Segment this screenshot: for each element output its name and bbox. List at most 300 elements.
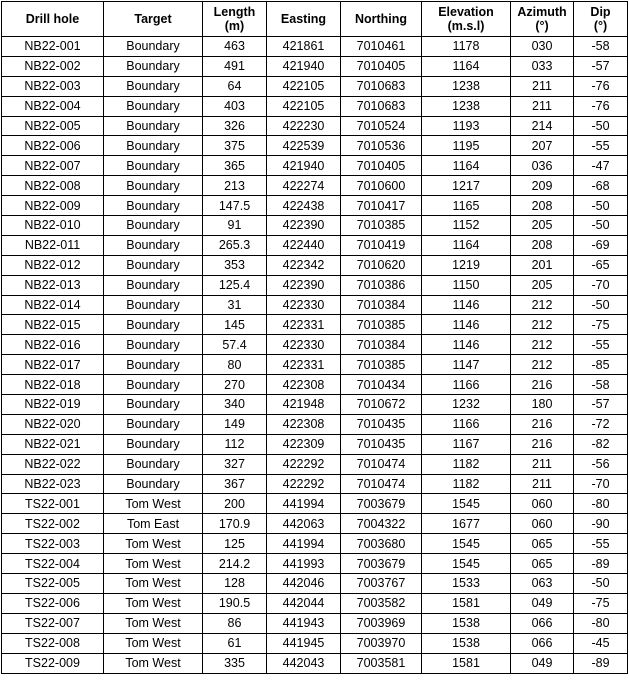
cell-dip: -57 xyxy=(574,56,628,76)
cell-northing: 7003767 xyxy=(341,574,422,594)
cell-length: 149 xyxy=(203,414,267,434)
cell-easting: 422230 xyxy=(267,116,341,136)
cell-elevation: 1166 xyxy=(422,414,511,434)
cell-target: Boundary xyxy=(104,136,203,156)
cell-azimuth: 066 xyxy=(511,633,574,653)
cell-northing: 7010405 xyxy=(341,56,422,76)
cell-elevation: 1166 xyxy=(422,375,511,395)
column-header-elevation xyxy=(422,2,511,37)
cell-target: Boundary xyxy=(104,335,203,355)
cell-target: Tom West xyxy=(104,574,203,594)
cell-dip: -50 xyxy=(574,295,628,315)
column-header-text: Northing xyxy=(354,12,408,26)
cell-drill-hole: TS22-003 xyxy=(2,534,104,554)
column-header-easting xyxy=(267,2,341,37)
column-header-text: Easting xyxy=(280,12,327,26)
column-header-text: (°) xyxy=(593,19,608,33)
cell-dip: -69 xyxy=(574,235,628,255)
table-row xyxy=(2,375,628,395)
cell-elevation: 1165 xyxy=(422,196,511,216)
cell-elevation: 1152 xyxy=(422,216,511,236)
cell-dip: -85 xyxy=(574,355,628,375)
column-header-text: Drill hole xyxy=(25,12,80,26)
cell-northing: 7010474 xyxy=(341,454,422,474)
cell-length: 491 xyxy=(203,56,267,76)
cell-elevation: 1147 xyxy=(422,355,511,375)
cell-length: 112 xyxy=(203,434,267,454)
cell-drill-hole: TS22-007 xyxy=(2,613,104,633)
cell-elevation: 1146 xyxy=(422,335,511,355)
cell-azimuth: 208 xyxy=(511,196,574,216)
cell-easting: 422438 xyxy=(267,196,341,216)
cell-azimuth: 212 xyxy=(511,355,574,375)
cell-northing: 7010620 xyxy=(341,255,422,275)
cell-azimuth: 208 xyxy=(511,235,574,255)
cell-northing: 7010461 xyxy=(341,37,422,57)
cell-easting: 422390 xyxy=(267,275,341,295)
cell-easting: 442044 xyxy=(267,593,341,613)
cell-drill-hole: NB22-018 xyxy=(2,375,104,395)
cell-length: 327 xyxy=(203,454,267,474)
cell-dip: -70 xyxy=(574,275,628,295)
cell-target: Boundary xyxy=(104,216,203,236)
cell-length: 31 xyxy=(203,295,267,315)
cell-drill-hole: NB22-008 xyxy=(2,176,104,196)
cell-azimuth: 060 xyxy=(511,494,574,514)
cell-length: 403 xyxy=(203,96,267,116)
cell-length: 213 xyxy=(203,176,267,196)
cell-length: 270 xyxy=(203,375,267,395)
column-header-text: (m.s.l) xyxy=(447,19,485,33)
table-row xyxy=(2,176,628,196)
cell-target: Tom West xyxy=(104,613,203,633)
cell-elevation: 1182 xyxy=(422,454,511,474)
table-row xyxy=(2,275,628,295)
cell-length: 80 xyxy=(203,355,267,375)
cell-easting: 422308 xyxy=(267,375,341,395)
cell-dip: -80 xyxy=(574,613,628,633)
cell-dip: -68 xyxy=(574,176,628,196)
cell-dip: -70 xyxy=(574,474,628,494)
cell-easting: 442063 xyxy=(267,514,341,534)
cell-elevation: 1538 xyxy=(422,633,511,653)
cell-easting: 441994 xyxy=(267,494,341,514)
cell-drill-hole: NB22-005 xyxy=(2,116,104,136)
cell-drill-hole: NB22-009 xyxy=(2,196,104,216)
cell-azimuth: 205 xyxy=(511,216,574,236)
table-row xyxy=(2,494,628,514)
cell-easting: 422331 xyxy=(267,315,341,335)
table-row xyxy=(2,633,628,653)
cell-target: Boundary xyxy=(104,315,203,335)
cell-length: 335 xyxy=(203,653,267,673)
table-row xyxy=(2,574,628,594)
cell-dip: -55 xyxy=(574,534,628,554)
cell-azimuth: 049 xyxy=(511,593,574,613)
cell-drill-hole: TS22-001 xyxy=(2,494,104,514)
cell-easting: 421948 xyxy=(267,395,341,415)
cell-easting: 422539 xyxy=(267,136,341,156)
cell-target: Tom West xyxy=(104,554,203,574)
table-row xyxy=(2,554,628,574)
cell-northing: 7010417 xyxy=(341,196,422,216)
cell-length: 353 xyxy=(203,255,267,275)
cell-northing: 7010435 xyxy=(341,434,422,454)
table-row xyxy=(2,37,628,57)
cell-length: 463 xyxy=(203,37,267,57)
cell-northing: 7010683 xyxy=(341,76,422,96)
cell-drill-hole: NB22-016 xyxy=(2,335,104,355)
cell-azimuth: 060 xyxy=(511,514,574,534)
cell-length: 375 xyxy=(203,136,267,156)
cell-northing: 7010474 xyxy=(341,474,422,494)
cell-elevation: 1182 xyxy=(422,474,511,494)
cell-northing: 7003970 xyxy=(341,633,422,653)
cell-target: Tom West xyxy=(104,534,203,554)
cell-target: Tom West xyxy=(104,653,203,673)
cell-northing: 7010672 xyxy=(341,395,422,415)
cell-elevation: 1178 xyxy=(422,37,511,57)
cell-dip: -47 xyxy=(574,156,628,176)
column-header-length xyxy=(203,2,267,37)
cell-northing: 7003582 xyxy=(341,593,422,613)
cell-northing: 7010600 xyxy=(341,176,422,196)
column-header-drill-hole xyxy=(2,2,104,37)
cell-azimuth: 049 xyxy=(511,653,574,673)
column-header-target xyxy=(104,2,203,37)
cell-target: Boundary xyxy=(104,434,203,454)
table-row xyxy=(2,116,628,136)
cell-target: Boundary xyxy=(104,156,203,176)
cell-azimuth: 216 xyxy=(511,414,574,434)
cell-northing: 7010386 xyxy=(341,275,422,295)
cell-azimuth: 201 xyxy=(511,255,574,275)
table-row xyxy=(2,96,628,116)
cell-easting: 422342 xyxy=(267,255,341,275)
cell-northing: 7010405 xyxy=(341,156,422,176)
cell-target: Boundary xyxy=(104,76,203,96)
cell-easting: 422292 xyxy=(267,454,341,474)
cell-northing: 7010384 xyxy=(341,295,422,315)
cell-easting: 422105 xyxy=(267,96,341,116)
table-row xyxy=(2,255,628,275)
cell-dip: -57 xyxy=(574,395,628,415)
table-row xyxy=(2,156,628,176)
cell-dip: -45 xyxy=(574,633,628,653)
column-header-text: Azimuth xyxy=(517,5,567,19)
cell-length: 128 xyxy=(203,574,267,594)
cell-target: Boundary xyxy=(104,454,203,474)
table-row xyxy=(2,414,628,434)
cell-target: Tom West xyxy=(104,494,203,514)
cell-easting: 441943 xyxy=(267,613,341,633)
table-row xyxy=(2,315,628,335)
cell-northing: 7010385 xyxy=(341,315,422,335)
cell-elevation: 1164 xyxy=(422,56,511,76)
column-header-azimuth xyxy=(511,2,574,37)
cell-length: 91 xyxy=(203,216,267,236)
column-header-text: Target xyxy=(134,12,172,26)
cell-elevation: 1545 xyxy=(422,494,511,514)
cell-length: 125.4 xyxy=(203,275,267,295)
cell-northing: 7010385 xyxy=(341,355,422,375)
cell-dip: -58 xyxy=(574,37,628,57)
cell-northing: 7003679 xyxy=(341,494,422,514)
cell-dip: -65 xyxy=(574,255,628,275)
cell-easting: 422440 xyxy=(267,235,341,255)
cell-elevation: 1238 xyxy=(422,96,511,116)
table-row xyxy=(2,593,628,613)
cell-northing: 7004322 xyxy=(341,514,422,534)
table-row xyxy=(2,454,628,474)
cell-length: 86 xyxy=(203,613,267,633)
cell-azimuth: 211 xyxy=(511,96,574,116)
column-header-dip xyxy=(574,2,628,37)
column-header-text: (°) xyxy=(535,19,549,33)
cell-elevation: 1219 xyxy=(422,255,511,275)
cell-azimuth: 216 xyxy=(511,434,574,454)
cell-elevation: 1545 xyxy=(422,554,511,574)
cell-elevation: 1150 xyxy=(422,275,511,295)
cell-target: Tom East xyxy=(104,514,203,534)
cell-drill-hole: TS22-005 xyxy=(2,574,104,594)
cell-target: Boundary xyxy=(104,56,203,76)
cell-drill-hole: NB22-014 xyxy=(2,295,104,315)
cell-target: Boundary xyxy=(104,355,203,375)
cell-northing: 7010384 xyxy=(341,335,422,355)
cell-target: Boundary xyxy=(104,414,203,434)
cell-northing: 7010683 xyxy=(341,96,422,116)
cell-dip: -76 xyxy=(574,96,628,116)
cell-elevation: 1217 xyxy=(422,176,511,196)
cell-dip: -50 xyxy=(574,574,628,594)
cell-length: 200 xyxy=(203,494,267,514)
cell-drill-hole: TS22-008 xyxy=(2,633,104,653)
cell-drill-hole: NB22-002 xyxy=(2,56,104,76)
cell-drill-hole: TS22-004 xyxy=(2,554,104,574)
cell-easting: 421940 xyxy=(267,56,341,76)
cell-dip: -80 xyxy=(574,494,628,514)
cell-azimuth: 209 xyxy=(511,176,574,196)
table-row xyxy=(2,355,628,375)
cell-azimuth: 066 xyxy=(511,613,574,633)
cell-azimuth: 211 xyxy=(511,76,574,96)
cell-dip: -75 xyxy=(574,593,628,613)
cell-length: 64 xyxy=(203,76,267,96)
cell-azimuth: 214 xyxy=(511,116,574,136)
cell-dip: -75 xyxy=(574,315,628,335)
cell-easting: 442046 xyxy=(267,574,341,594)
cell-drill-hole: NB22-020 xyxy=(2,414,104,434)
cell-length: 265.3 xyxy=(203,235,267,255)
cell-drill-hole: TS22-002 xyxy=(2,514,104,534)
table-row xyxy=(2,395,628,415)
table-row xyxy=(2,613,628,633)
cell-length: 147.5 xyxy=(203,196,267,216)
table-row xyxy=(2,76,628,96)
cell-elevation: 1581 xyxy=(422,653,511,673)
cell-dip: -50 xyxy=(574,196,628,216)
cell-azimuth: 180 xyxy=(511,395,574,415)
cell-target: Boundary xyxy=(104,235,203,255)
cell-dip: -89 xyxy=(574,554,628,574)
cell-azimuth: 036 xyxy=(511,156,574,176)
cell-northing: 7003679 xyxy=(341,554,422,574)
cell-northing: 7010536 xyxy=(341,136,422,156)
cell-target: Boundary xyxy=(104,275,203,295)
cell-easting: 422292 xyxy=(267,474,341,494)
cell-drill-hole: NB22-003 xyxy=(2,76,104,96)
cell-drill-hole: NB22-007 xyxy=(2,156,104,176)
table-row xyxy=(2,235,628,255)
cell-drill-hole: NB22-017 xyxy=(2,355,104,375)
cell-elevation: 1167 xyxy=(422,434,511,454)
cell-length: 170.9 xyxy=(203,514,267,534)
cell-target: Boundary xyxy=(104,176,203,196)
cell-drill-hole: NB22-011 xyxy=(2,235,104,255)
cell-azimuth: 212 xyxy=(511,315,574,335)
cell-azimuth: 065 xyxy=(511,554,574,574)
cell-elevation: 1164 xyxy=(422,235,511,255)
table-row xyxy=(2,56,628,76)
cell-easting: 421940 xyxy=(267,156,341,176)
table-row xyxy=(2,534,628,554)
cell-northing: 7003581 xyxy=(341,653,422,673)
cell-easting: 441993 xyxy=(267,554,341,574)
cell-easting: 422330 xyxy=(267,335,341,355)
cell-elevation: 1533 xyxy=(422,574,511,594)
cell-easting: 422274 xyxy=(267,176,341,196)
cell-target: Boundary xyxy=(104,474,203,494)
cell-target: Boundary xyxy=(104,375,203,395)
cell-elevation: 1164 xyxy=(422,156,511,176)
cell-drill-hole: TS22-006 xyxy=(2,593,104,613)
cell-elevation: 1146 xyxy=(422,315,511,335)
table-body xyxy=(2,37,628,674)
cell-easting: 422105 xyxy=(267,76,341,96)
cell-drill-hole: NB22-001 xyxy=(2,37,104,57)
cell-easting: 422308 xyxy=(267,414,341,434)
cell-northing: 7010419 xyxy=(341,235,422,255)
cell-azimuth: 207 xyxy=(511,136,574,156)
cell-dip: -55 xyxy=(574,335,628,355)
cell-azimuth: 216 xyxy=(511,375,574,395)
cell-drill-hole: NB22-012 xyxy=(2,255,104,275)
table-row xyxy=(2,196,628,216)
cell-target: Tom West xyxy=(104,633,203,653)
cell-target: Boundary xyxy=(104,96,203,116)
cell-easting: 441945 xyxy=(267,633,341,653)
cell-length: 190.5 xyxy=(203,593,267,613)
cell-drill-hole: NB22-006 xyxy=(2,136,104,156)
cell-dip: -89 xyxy=(574,653,628,673)
cell-northing: 7003969 xyxy=(341,613,422,633)
cell-drill-hole: TS22-009 xyxy=(2,653,104,673)
cell-azimuth: 212 xyxy=(511,335,574,355)
table-row xyxy=(2,434,628,454)
table-row xyxy=(2,653,628,673)
cell-target: Boundary xyxy=(104,295,203,315)
cell-target: Boundary xyxy=(104,116,203,136)
cell-easting: 442043 xyxy=(267,653,341,673)
cell-northing: 7010434 xyxy=(341,375,422,395)
cell-elevation: 1581 xyxy=(422,593,511,613)
cell-azimuth: 065 xyxy=(511,534,574,554)
cell-elevation: 1677 xyxy=(422,514,511,534)
column-header-text: Length xyxy=(213,5,256,19)
cell-elevation: 1238 xyxy=(422,76,511,96)
cell-length: 367 xyxy=(203,474,267,494)
cell-target: Boundary xyxy=(104,37,203,57)
cell-easting: 422330 xyxy=(267,295,341,315)
cell-azimuth: 033 xyxy=(511,56,574,76)
cell-azimuth: 212 xyxy=(511,295,574,315)
cell-easting: 422309 xyxy=(267,434,341,454)
cell-length: 326 xyxy=(203,116,267,136)
cell-dip: -55 xyxy=(574,136,628,156)
cell-elevation: 1232 xyxy=(422,395,511,415)
cell-length: 145 xyxy=(203,315,267,335)
cell-dip: -82 xyxy=(574,434,628,454)
table-row xyxy=(2,474,628,494)
table-row xyxy=(2,216,628,236)
table-row xyxy=(2,514,628,534)
cell-elevation: 1538 xyxy=(422,613,511,633)
column-header-text: Dip xyxy=(590,5,611,19)
table-row xyxy=(2,136,628,156)
cell-dip: -90 xyxy=(574,514,628,534)
column-header-text: Elevation xyxy=(438,5,494,19)
cell-easting: 422331 xyxy=(267,355,341,375)
cell-elevation: 1545 xyxy=(422,534,511,554)
cell-target: Boundary xyxy=(104,395,203,415)
cell-azimuth: 030 xyxy=(511,37,574,57)
cell-length: 125 xyxy=(203,534,267,554)
cell-northing: 7010385 xyxy=(341,216,422,236)
cell-drill-hole: NB22-022 xyxy=(2,454,104,474)
drill-hole-table xyxy=(1,1,628,674)
cell-drill-hole: NB22-019 xyxy=(2,395,104,415)
table-row xyxy=(2,295,628,315)
cell-northing: 7010524 xyxy=(341,116,422,136)
cell-target: Boundary xyxy=(104,255,203,275)
cell-elevation: 1195 xyxy=(422,136,511,156)
cell-azimuth: 211 xyxy=(511,454,574,474)
cell-easting: 421861 xyxy=(267,37,341,57)
cell-length: 214.2 xyxy=(203,554,267,574)
cell-northing: 7003680 xyxy=(341,534,422,554)
cell-dip: -76 xyxy=(574,76,628,96)
cell-length: 340 xyxy=(203,395,267,415)
cell-azimuth: 211 xyxy=(511,474,574,494)
cell-drill-hole: NB22-015 xyxy=(2,315,104,335)
cell-dip: -56 xyxy=(574,454,628,474)
cell-length: 61 xyxy=(203,633,267,653)
header-row xyxy=(2,2,628,37)
cell-target: Boundary xyxy=(104,196,203,216)
column-header-text: (m) xyxy=(224,19,245,33)
cell-dip: -50 xyxy=(574,116,628,136)
cell-drill-hole: NB22-023 xyxy=(2,474,104,494)
cell-northing: 7010435 xyxy=(341,414,422,434)
table-row xyxy=(2,335,628,355)
cell-target: Tom West xyxy=(104,593,203,613)
cell-elevation: 1146 xyxy=(422,295,511,315)
cell-length: 365 xyxy=(203,156,267,176)
cell-dip: -72 xyxy=(574,414,628,434)
cell-azimuth: 063 xyxy=(511,574,574,594)
cell-dip: -50 xyxy=(574,216,628,236)
